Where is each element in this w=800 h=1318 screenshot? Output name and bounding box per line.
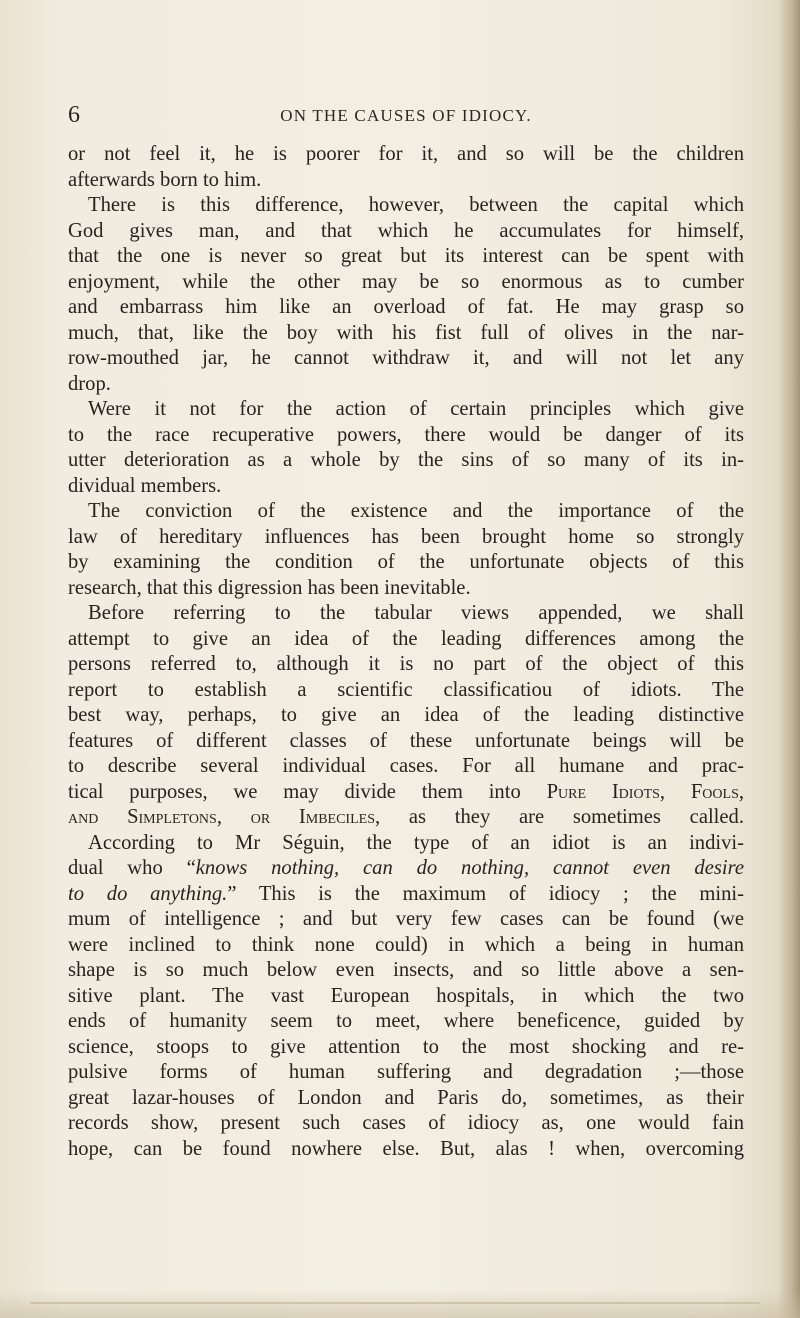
text-line: that the one is never so great but its interest can be spent with bbox=[68, 245, 744, 267]
text-line: were inclined to think none could) in which a being in human bbox=[68, 933, 744, 956]
text-line: persons referred to, although it is no part of the object of this bbox=[68, 653, 744, 675]
text-line: ends of humanity seem to meet, where beneficence, guided by bbox=[68, 1010, 744, 1032]
text-line: afterwards born to him. bbox=[68, 168, 262, 191]
text-line: great lazar-houses of London and Paris do, sometimes, as their bbox=[68, 1086, 744, 1109]
small-caps-run: and Simpletons, or Imbeciles, bbox=[68, 806, 381, 828]
text-line: drop. bbox=[68, 372, 111, 395]
text-line: Before referring to the tabular views appended, we shall bbox=[88, 602, 744, 624]
running-head bbox=[68, 102, 744, 132]
text-line bbox=[68, 882, 744, 908]
text-line: According to Mr Séguin, the type of an idiot is an indivi- bbox=[88, 831, 744, 854]
text-run: tical purposes, we may divide them into bbox=[68, 780, 521, 803]
text-line: or not feel it, he is poorer for it, and so will be the children bbox=[68, 143, 744, 165]
text-line: much, that, like the boy with his fist full of olives in the nar- bbox=[68, 321, 744, 344]
text-line: Were it not for the action of certain principles which give bbox=[88, 398, 744, 420]
text-run: as they are sometimes called. bbox=[408, 806, 744, 828]
text-line: to describe several individual cases. For all humane and prac- bbox=[68, 755, 744, 777]
text-line: enjoyment, while the other may be so enormous as to cumber bbox=[68, 270, 744, 293]
text-line: features of different classes of these unfortunate beings will be bbox=[68, 729, 744, 752]
text-line: There is this difference, however, between the capital which bbox=[88, 194, 744, 216]
page-bottom-edge bbox=[30, 1302, 760, 1304]
text-line: attempt to give an idea of the leading differences among the bbox=[68, 627, 744, 650]
text-line: and embarrass him like an overload of fat. He may grasp so bbox=[68, 296, 744, 318]
text-line bbox=[68, 780, 744, 806]
text-line: law of hereditary influences has been brought home so strongly bbox=[68, 525, 744, 548]
text-line: utter deterioration as a whole by the sins of so many of its in- bbox=[68, 449, 744, 471]
text-line: sitive plant. The vast European hospitals, in which the two bbox=[68, 984, 744, 1007]
running-head-title: ON THE CAUSES OF IDIOCY. bbox=[280, 106, 532, 125]
text-line: The conviction of the existence and the importance of the bbox=[88, 500, 744, 522]
text-run: dual who “ bbox=[68, 857, 196, 879]
page-bottom-shadow bbox=[0, 1290, 800, 1318]
text-line: hope, can be found nowhere else. But, alas ! when, overcoming bbox=[68, 1137, 744, 1160]
text-line: to the race recuperative powers, there would be danger of its bbox=[68, 423, 744, 446]
italic-quote-run: knows nothing, can do nothing, cannot even desire bbox=[195, 857, 744, 879]
italic-quote-run: to do anything. bbox=[68, 882, 228, 905]
text-line: by examining the condition of the unfortunate objects of this bbox=[68, 551, 744, 573]
page-binding-edge bbox=[778, 0, 800, 1318]
text-line bbox=[68, 856, 744, 882]
text-run: ” This is the maximum of idiocy ; the mini- bbox=[227, 882, 744, 905]
page-number: 6 bbox=[68, 102, 80, 128]
text-line: pulsive forms of human suffering and degradation ;—those bbox=[68, 1061, 744, 1083]
text-line: science, stoops to give attention to the most shocking and re- bbox=[68, 1035, 744, 1058]
text-line: row-mouthed jar, he cannot withdraw it, and will not let any bbox=[68, 347, 744, 369]
text-line: records show, present such cases of idiocy as, one would fain bbox=[68, 1112, 744, 1134]
body-text bbox=[68, 142, 744, 1162]
text-line: mum of intelligence ; and but very few cases can be found (we bbox=[68, 908, 744, 930]
text-line bbox=[68, 805, 744, 831]
text-line: report to establish a scientific classificatiou of idiots. The bbox=[68, 678, 744, 701]
text-line: God gives man, and that which he accumulates for himself, bbox=[68, 219, 744, 242]
text-line: research, that this digression has been inevitable. bbox=[68, 576, 471, 599]
text-line: dividual members. bbox=[68, 474, 222, 497]
text-line: best way, perhaps, to give an idea of the leading distinctive bbox=[68, 704, 744, 726]
small-caps-run: Pure Idiots, Fools, bbox=[546, 780, 745, 803]
text-line: shape is so much below even insects, and so little above a sen- bbox=[68, 959, 744, 981]
